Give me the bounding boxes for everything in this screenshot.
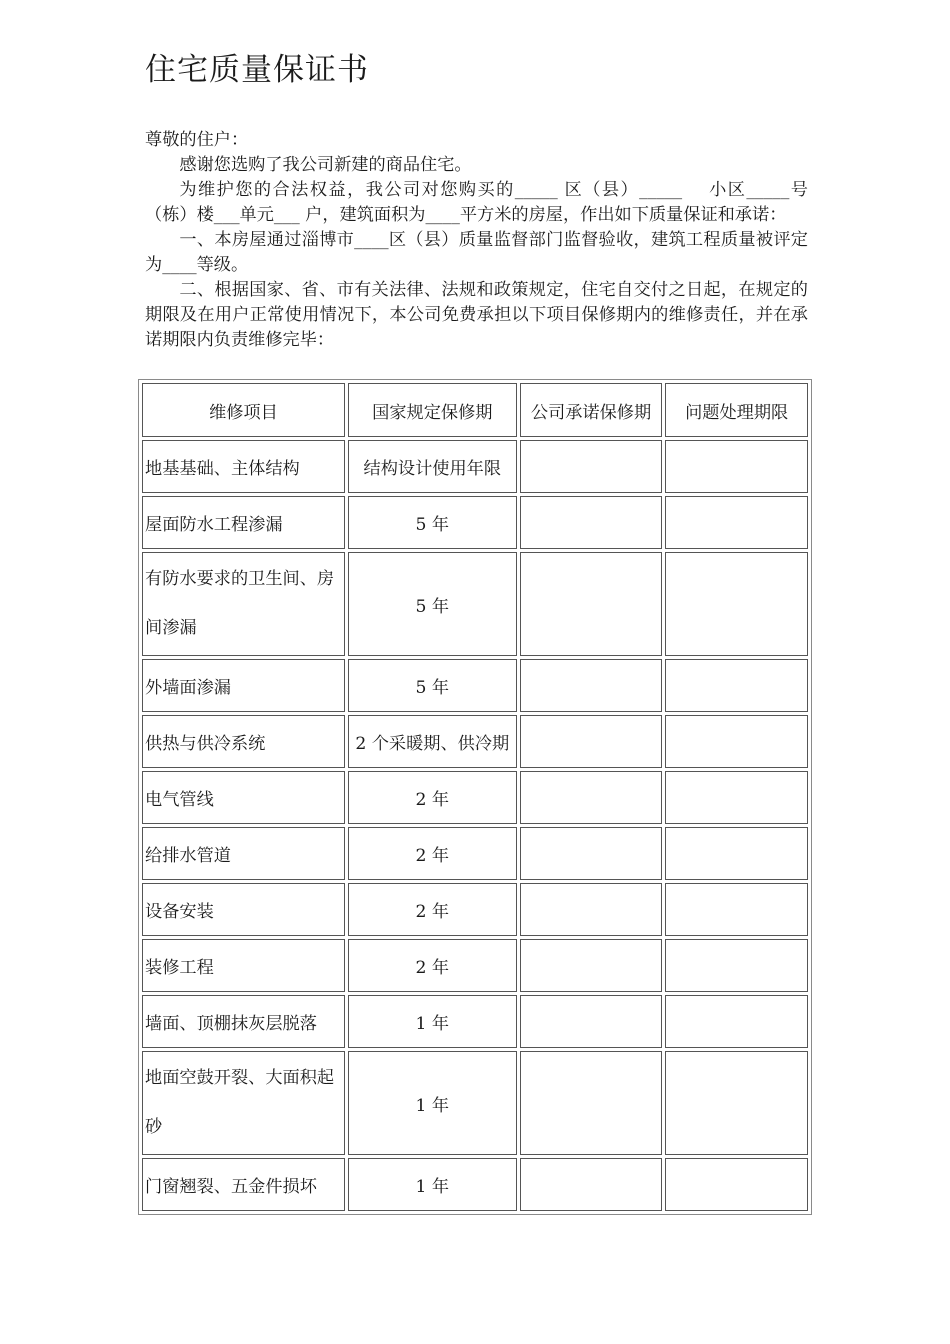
row-period: 2 年 xyxy=(348,883,517,936)
row-company-period[interactable] xyxy=(520,939,663,992)
row-company-period[interactable] xyxy=(520,1051,663,1155)
document-title: 住宅质量保证书 xyxy=(145,52,369,88)
header-national-period: 国家规定保修期 xyxy=(348,383,517,437)
paragraph-inspection: 一、本房屋通过淄博市____区（县）质量监督部门监督验收，建筑工程质量被评定为____等级。 xyxy=(145,230,808,275)
row-item: 门窗翘裂、五金件损坏 xyxy=(142,1158,345,1211)
row-company-period[interactable] xyxy=(520,995,663,1048)
row-deadline[interactable] xyxy=(665,939,808,992)
row-deadline[interactable] xyxy=(665,1051,808,1155)
row-company-period[interactable] xyxy=(520,440,663,493)
row-deadline[interactable] xyxy=(665,995,808,1048)
table-row xyxy=(142,715,808,768)
table-row xyxy=(142,827,808,880)
table-row xyxy=(142,659,808,712)
row-item: 地面空鼓开裂、大面积起砂 xyxy=(142,1051,345,1155)
row-period: 1 年 xyxy=(348,1051,517,1155)
table-header-row xyxy=(142,383,808,437)
row-company-period[interactable] xyxy=(520,1158,663,1211)
row-item: 屋面防水工程渗漏 xyxy=(142,496,345,549)
row-item: 外墙面渗漏 xyxy=(142,659,345,712)
salutation: 尊敬的住户： xyxy=(145,130,249,150)
row-deadline[interactable] xyxy=(665,715,808,768)
table-row xyxy=(142,552,808,656)
row-period: 2 年 xyxy=(348,827,517,880)
row-item: 地基基础、主体结构 xyxy=(142,440,345,493)
table-row xyxy=(142,496,808,549)
document-body xyxy=(145,128,808,353)
row-period: 2 年 xyxy=(348,771,517,824)
row-period: 2 个采暖期、供冷期 xyxy=(348,715,517,768)
row-item: 设备安装 xyxy=(142,883,345,936)
row-period: 2 年 xyxy=(348,939,517,992)
row-period: 1 年 xyxy=(348,995,517,1048)
warranty-table xyxy=(138,379,812,1215)
row-company-period[interactable] xyxy=(520,771,663,824)
table-row xyxy=(142,883,808,936)
paragraph-warranty-terms: 二、根据国家、省、市有关法律、法规和政策规定，住宅自交付之日起，在规定的期限及在用户正常使用情况下，本公司免费承担以下项目保修期内的维修责任，并在承诺期限内负责维修完毕： xyxy=(145,280,808,350)
header-company-period: 公司承诺保修期 xyxy=(520,383,663,437)
row-deadline[interactable] xyxy=(665,659,808,712)
header-deadline: 问题处理期限 xyxy=(665,383,808,437)
row-item: 有防水要求的卫生间、房间渗漏 xyxy=(142,552,345,656)
header-item: 维修项目 xyxy=(142,383,345,437)
row-deadline[interactable] xyxy=(665,440,808,493)
row-deadline[interactable] xyxy=(665,496,808,549)
row-company-period[interactable] xyxy=(520,552,663,656)
row-period: 5 年 xyxy=(348,659,517,712)
row-period: 5 年 xyxy=(348,496,517,549)
table-row xyxy=(142,1051,808,1155)
row-deadline[interactable] xyxy=(665,771,808,824)
table-row xyxy=(142,440,808,493)
row-item: 墙面、顶棚抹灰层脱落 xyxy=(142,995,345,1048)
row-item: 给排水管道 xyxy=(142,827,345,880)
row-company-period[interactable] xyxy=(520,715,663,768)
row-item: 供热与供冷系统 xyxy=(142,715,345,768)
row-company-period[interactable] xyxy=(520,827,663,880)
row-deadline[interactable] xyxy=(665,1158,808,1211)
row-period: 结构设计使用年限 xyxy=(348,440,517,493)
row-period: 5 年 xyxy=(348,552,517,656)
row-company-period[interactable] xyxy=(520,883,663,936)
row-period: 1 年 xyxy=(348,1158,517,1211)
table-row xyxy=(142,1158,808,1211)
row-item: 装修工程 xyxy=(142,939,345,992)
row-company-period[interactable] xyxy=(520,496,663,549)
table-row xyxy=(142,995,808,1048)
row-deadline[interactable] xyxy=(665,883,808,936)
row-company-period[interactable] xyxy=(520,659,663,712)
row-deadline[interactable] xyxy=(665,827,808,880)
table-row xyxy=(142,939,808,992)
paragraph-thanks: 感谢您选购了我公司新建的商品住宅。 xyxy=(179,155,472,175)
row-item: 电气管线 xyxy=(142,771,345,824)
paragraph-commitment: 为维护您的合法权益，我公司对您购买的_____ 区（县）_____ 小区_____号（栋）楼___单元___ 户，建筑面积为____平方米的房屋，作出如下质量保证和承诺： xyxy=(145,180,808,225)
row-deadline[interactable] xyxy=(665,552,808,656)
table-row xyxy=(142,771,808,824)
